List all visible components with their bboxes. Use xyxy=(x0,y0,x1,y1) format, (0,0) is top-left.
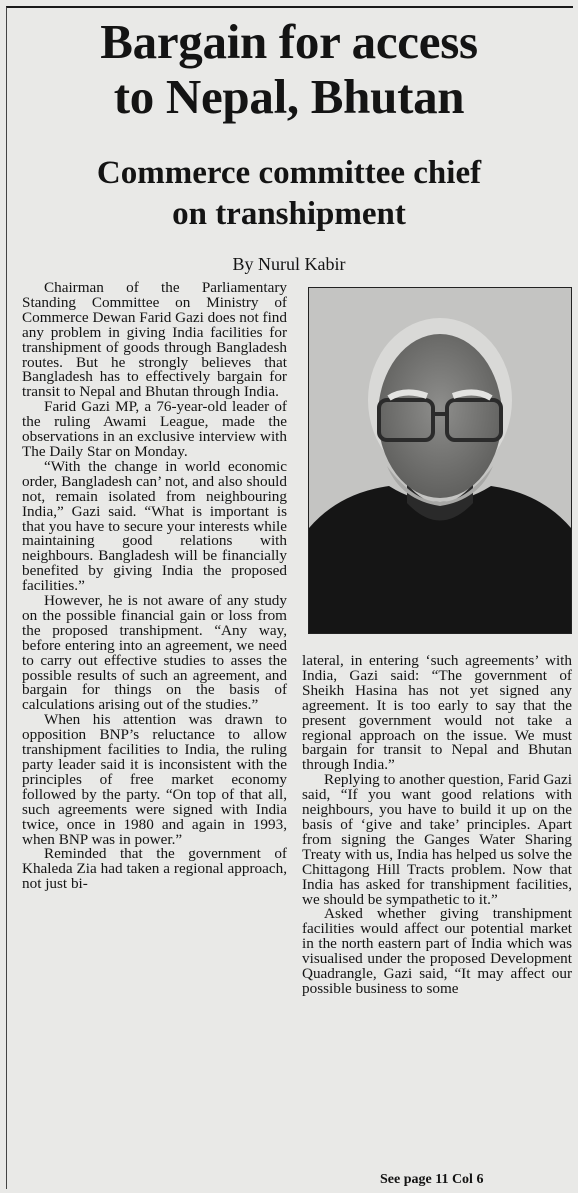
headline-line-1: Bargain for access xyxy=(100,14,478,69)
subheadline-line-2: on transhipment xyxy=(172,196,406,232)
paragraph: Asked whether giving transhipment facilities would affect our potential market in the north eastern part of India which was visualised under the proposed Development Quadrangle, Gazi said, “It may affect our possible business to some xyxy=(302,905,572,997)
portrait-photo xyxy=(308,287,572,634)
subheadline-line-1: Commerce committee chief xyxy=(96,155,482,191)
paragraph: Chairman of the Parliamentary Standing Committee on Ministry of Commerce Dewan Farid Gazi does not find any problem in giving India facilities for transhipment of goods through Bangladesh routes. But he strongly believes that Bangladesh has to effectively bargain for transit to Nepal and Bhutan through India. xyxy=(22,279,287,401)
paragraph: Reminded that the government of Khaleda Zia had taken a regional approach, not just bi- xyxy=(22,845,287,893)
article-column-left xyxy=(22,281,287,892)
headline-line-2: to Nepal, Bhutan xyxy=(113,69,465,124)
paragraph: Farid Gazi MP, a 76-year-old leader of the ruling Awami League, made the observations in an exclusive interview with The Daily Star on Monday. xyxy=(22,398,287,460)
paragraph: When his attention was drawn to opposition BNP’s reluctance to allow transhipment facilities to India, the ruling party leader said it is inconsistent with the principles of free market economy followed by the party. “On top of that all, such agreements were signed with India twice, once in 1980 and again in 1993, when BNP was in power.” xyxy=(22,711,287,848)
subheadline xyxy=(0,153,578,235)
continuation-note: See page 11 Col 6 xyxy=(380,1172,484,1187)
headline xyxy=(0,14,578,124)
paragraph: “With the change in world economic order, Bangladesh can’ not, and also should not, remain isolated from neighbouring India,” Gazi said. “What is important is that you have to secure your interests while maintaining good relations with neighbours. Bangladesh will be financially benefited by giving India the proposed facilities.” xyxy=(22,457,287,595)
byline: By Nurul Kabir xyxy=(232,254,346,274)
paragraph: However, he is not aware of any study on the possible financial gain or loss from the proposed transhipment. “Any way, before entering into an agreement, we need to carry out effective studies to asses the possible results of such an agreement, and bargain for things on the basis of calculations arising out of the studies.” xyxy=(22,592,287,714)
paragraph: lateral, in entering ‘such agreements’ with India, Gazi said: “The government of Sheikh Hasina has not yet signed any agreement. It is too early to say that the present government would not take a regional approach on the issue. We must bargain for transit to Nepal and Bhutan through India.” xyxy=(302,652,572,774)
portrait-photo-icon xyxy=(309,288,571,633)
article-column-right xyxy=(302,654,572,997)
paragraph: Replying to another question, Farid Gazi said, “If you want good relations with neighbours, you have to build it up on the basis of ‘give and take’ principles. Apart from signing the Ganges Water Sharing Treaty with us, India has helped us solve the Chittagong Hill Tracts problem. Now that India has asked for transhipment facilities, we should be sympathetic to it.” xyxy=(302,771,573,908)
